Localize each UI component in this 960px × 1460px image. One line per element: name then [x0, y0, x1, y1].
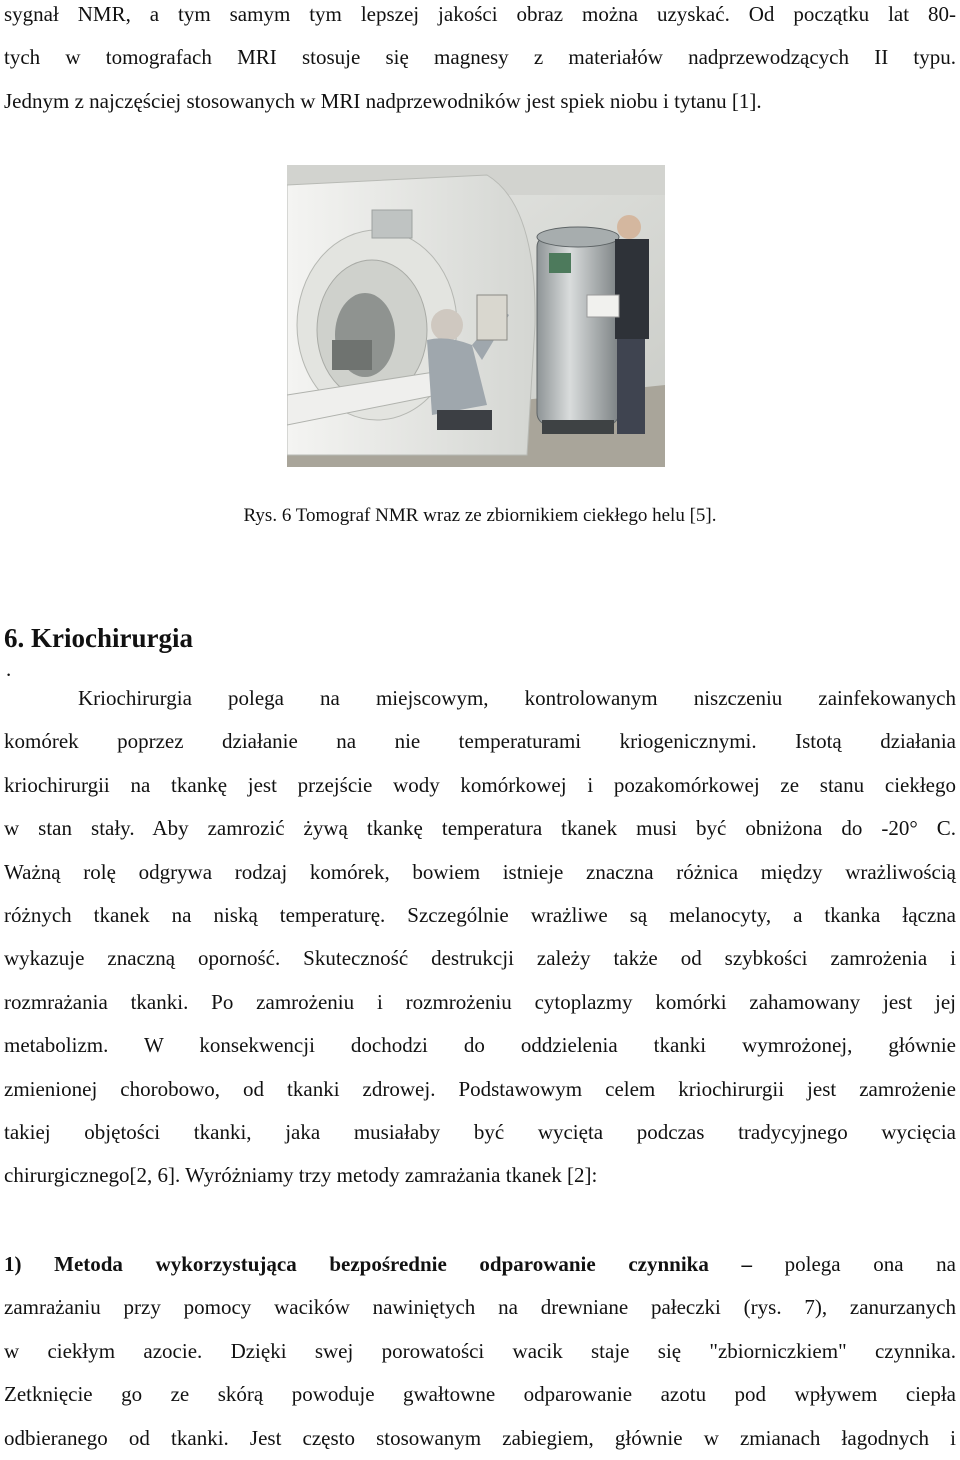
stray-dot: .	[6, 657, 12, 681]
section-heading: 6. Kriochirurgia	[4, 623, 193, 653]
intro-paragraph	[4, 0, 956, 123]
section-paragraph	[4, 677, 956, 1198]
mri-scanner-photo	[287, 165, 665, 467]
section-line: zmienionej chorobowo, od tkanki zdrowej. Podstawowym celem kriochirurgii jest zamrożenie	[4, 1076, 956, 1101]
method1-title: 1) Metoda wykorzystująca bezpośrednie odparowanie czynnika –	[4, 1252, 752, 1276]
figure-caption: Rys. 6 Tomograf NMR wraz ze zbiornikiem ciekłego helu [5].	[243, 505, 717, 526]
section-line: wykazuje znaczną oporność. Skuteczność destrukcji zależy także od szybkości zamrożenia i	[4, 946, 956, 971]
method1-line: Zetknięcie go ze skórą powoduje gwałtowne odparowanie azotu pod wpływem ciepła	[4, 1382, 956, 1407]
section-line: metabolizm. W konsekwencji dochodzi do oddzielenia tkanki wymrożonej, głównie	[4, 1033, 956, 1058]
method1-line: zamrażaniu przy pomocy wacików nawiniętych na drewniane pałeczki (rys. 7), zanurzanych	[4, 1295, 956, 1320]
section-line: Kriochirurgia polega na miejscowym, kontrolowanym niszczeniu zainfekowanych	[78, 686, 956, 710]
section-line: Ważną rolę odgrywa rodzaj komórek, bowiem istnieje znaczna różnica między wrażliwością	[4, 859, 956, 884]
intro-line: tych w tomografach MRI stosuje się magnesy z materiałów nadprzewodzących II typu.	[4, 45, 956, 70]
section-line: różnych tkanek na niską temperaturę. Szczególnie wrażliwe są melanocyty, a tkanka łączna	[4, 902, 956, 927]
method1-line: odbieranego od tkanki. Jest często stosowanym zabiegiem, głównie w zmianach łagodnych i	[4, 1425, 956, 1450]
section-line: takiej objętości tkanki, jaka musiałaby być wycięta podczas tradycyjnego wycięcia	[4, 1119, 956, 1144]
method1-line: w ciekłym azocie. Dzięki swej porowatości wacik staje się "zbiorniczkiem" czynnika.	[4, 1338, 956, 1363]
method1-paragraph	[4, 1243, 956, 1460]
section-line: w stan stały. Aby zamrozić żywą tkankę temperatura tkanek musi być obniżona do -20° C.	[4, 816, 956, 841]
section-line: komórek poprzez działanie na nie temperaturami kriogenicznymi. Istotą działania	[4, 729, 956, 754]
section-line: kriochirurgii na tkankę jest przejście wody komórkowej i pozakomórkowej ze stanu ciekłego	[4, 772, 956, 797]
method1-lead-rest: polega ona na	[752, 1252, 957, 1276]
section-line: chirurgicznego[2, 6]. Wyróżniamy trzy metody zamrażania tkanek [2]:	[4, 1163, 598, 1188]
intro-line: sygnał NMR, a tym samym tym lepszej jakości obraz można uzyskać. Od początku lat 80-	[4, 2, 956, 26]
intro-line: Jednym z najczęściej stosowanych w MRI nadprzewodników jest spiek niobu i tytanu [1].	[4, 88, 762, 113]
method1-lead-line	[4, 1243, 956, 1286]
section-line: rozmrażania tkanki. Po zamrożeniu i rozmrożeniu cytoplazmy komórki zahamowany jest jej	[4, 989, 956, 1014]
